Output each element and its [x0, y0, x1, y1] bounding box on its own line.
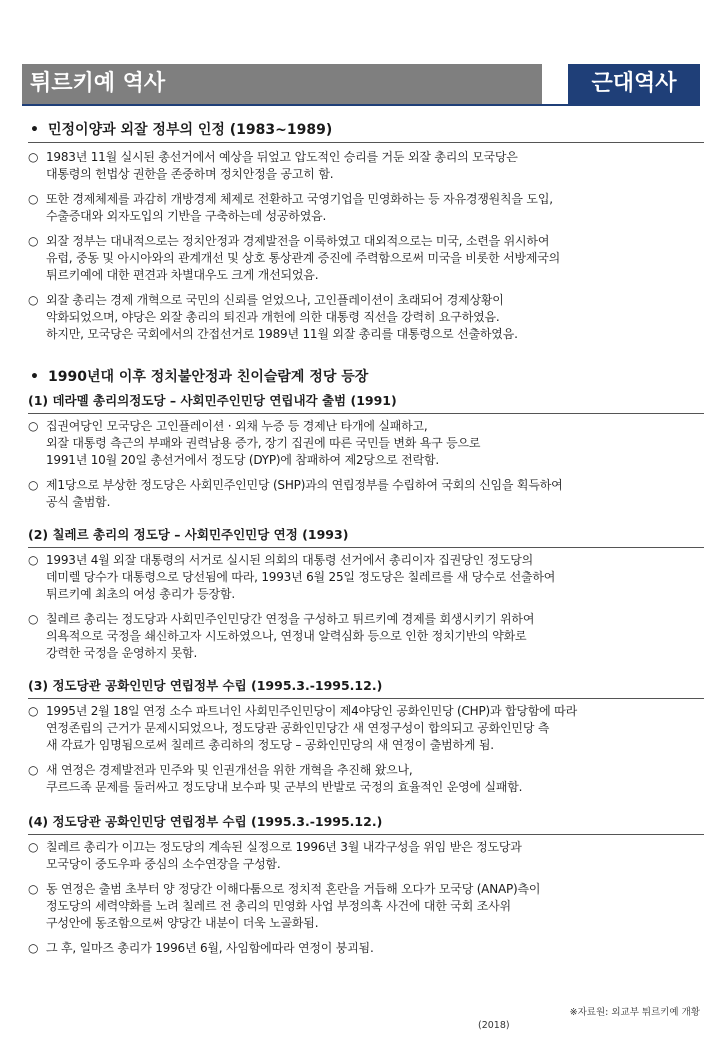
- list-item: ○ 외잘 정부는 대내적으로는 정치안정과 경제발전을 이룩하였고 대외적으로는 미국, 소련을 위시하여 유럽, 중동 및 아시아와의 관계개선 및 상호 통상관계 증진에 주력함으로써 미국을 비롯한 서방제국의 튀르키예에 대한 편견과 차별대우도 크게 개선되었음.: [28, 234, 561, 282]
- list-item: ○ 1995년 2월 18일 연정 소수 파트너인 사회민주인민당이 제4야당인 공화인민당 (CHP)과 합당함에 따라 연정존립의 근거가 문제시되었으나, 정도당관 공화인민당간 새 연정구성이 합의되고 공화인민당 측 새 각료가 임명됨으로써 칠레르 총리하의 정도당 – 공화인민당의 새 연정이 출범하게 됨.: [28, 704, 577, 752]
- section-heading-1: • 민정이양과 외잘 정부의 인정 (1983~1989): [30, 122, 333, 138]
- circle-bullet-icon: ○: [28, 941, 39, 955]
- list-item: ○ 1983년 11월 실시된 총선거에서 예상을 뒤엎고 압도적인 승리를 거둔 외잘 총리의 모국당은 대통령의 헌법상 권한을 존중하며 정치안정을 공고히 함.: [28, 150, 518, 181]
- circle-bullet-icon: ○: [28, 704, 39, 718]
- page-title: 튀르키예 역사: [22, 64, 542, 104]
- subsection-3-list: [28, 703, 704, 796]
- source-note: ※자료원: 외교부 튀르키예 개황 (2018): [478, 1007, 700, 1031]
- subsection-heading-4: (4) 정도당관 공화인민당 연립정부 수립 (1995.3.-1995.12.): [28, 812, 704, 835]
- subsection-1-list: [28, 418, 704, 511]
- list-item: ○ 그 후, 일마즈 총리가 1996년 6월, 사임함에따라 연정이 붕괴됨.: [28, 941, 374, 955]
- subsection-heading-3: (3) 정도당관 공화인민당 연립정부 수립 (1995.3.-1995.12.): [28, 676, 704, 699]
- subsection-heading-2: (2) 칠레르 총리의 정도당 – 사회민주인민당 연정 (1993): [28, 525, 704, 548]
- section-heading-2: • 1990년대 이후 정치불안정과 친이슬람계 정당 등장: [30, 369, 369, 385]
- circle-bullet-icon: ○: [28, 150, 39, 164]
- subsection-2-list: [28, 552, 704, 662]
- bullet-icon: •: [30, 122, 39, 138]
- list-item: ○ 제1당으로 부상한 정도당은 사회민주인민당 (SHP)과의 연립정부를 수립하여 국회의 신임을 획득하여 공식 출범함.: [28, 478, 563, 509]
- circle-bullet-icon: ○: [28, 234, 39, 248]
- list-item: ○ 외잘 총리는 경제 개혁으로 국민의 신뢰를 얻었으나, 고인플레이션이 초래되어 경제상황이 악화되었으며, 야당은 외잘 총리의 퇴진과 개헌에 의한 대통령 직선을 강력히 요구하였음. 하지만, 모국당은 국회에서의 간접선거로 1989년 11월 외잘 총리를 대통령으로 선출하였음.: [28, 293, 518, 341]
- list-item: ○ 칠레르 총리는 정도당과 사회민주인민당간 연정을 구성하고 튀르키예 경제를 회생시키기 위하여 의욕적으로 국정을 쇄신하고자 시도하였으나, 연정내 알력심화 등으로 인한 정치기반의 약화로 강력한 국정을 운영하지 못함.: [28, 612, 535, 660]
- circle-bullet-icon: ○: [28, 553, 39, 567]
- bullet-icon: •: [30, 369, 39, 385]
- circle-bullet-icon: ○: [28, 840, 39, 854]
- page-header: [22, 64, 700, 106]
- subsection-4-list: [28, 839, 704, 957]
- list-item: ○ 집권여당인 모국당은 고인플레이션 · 외채 누증 등 경제난 타개에 실패하고, 외잘 대통령 측근의 부패와 권력남용 증가, 장기 집권에 따른 국민들 변화 욕구 등으로 1991년 10월 20일 총선거에서 정도당 (DYP)에 참패하여 제2당으로 전락함.: [28, 419, 481, 467]
- circle-bullet-icon: ○: [28, 293, 39, 307]
- circle-bullet-icon: ○: [28, 192, 39, 206]
- list-item: ○ 1993년 4월 외잘 대통령의 서거로 실시된 의회의 대통령 선거에서 총리이자 집권당인 정도당의 데미렐 당수가 대통령으로 당선됨에 따라, 1993년 6월 25일 정도당은 칠레르를 새 당수로 선출하여 튀르키예 최초의 여성 총리가 등장함.: [28, 553, 556, 601]
- list-item: ○ 동 연정은 출범 초부터 양 정당간 이해다툼으로 정치적 혼란을 거듭해 오다가 모국당 (ANAP)측이 정도당의 세력약화를 노려 칠레르 전 총리의 민영화 사업 부정의혹 사건에 대한 국회 조사위 구성안에 동조함으로써 양당간 내분이 더욱 노골화됨.: [28, 882, 541, 930]
- list-item: ○ 칠레르 총리가 이끄는 정도당의 계속된 실정으로 1996년 3월 내각구성을 위임 받은 정도당과 모국당이 중도우파 중심의 소수연장을 구성함.: [28, 840, 522, 871]
- list-item: ○ 또한 경제체제를 과감히 개방경제 체제로 전환하고 국영기업을 민영화하는 등 자유경쟁원칙을 도입, 수출증대와 외자도입의 기반을 구축하는데 성공하였음.: [28, 192, 553, 223]
- circle-bullet-icon: ○: [28, 612, 39, 626]
- subsection-heading-1: (1) 데라멜 총리의정도당 – 사회민주인민당 연립내각 출범 (1991): [28, 391, 704, 414]
- circle-bullet-icon: ○: [28, 478, 39, 492]
- circle-bullet-icon: ○: [28, 763, 39, 777]
- document-body: [28, 112, 704, 957]
- circle-bullet-icon: ○: [28, 882, 39, 896]
- section-1-list: [28, 142, 704, 343]
- circle-bullet-icon: ○: [28, 419, 39, 433]
- section-badge: 근대역사: [568, 64, 700, 104]
- list-item: ○ 새 연정은 경제발전과 민주와 및 인권개선을 위한 개혁을 추진해 왔으나, 쿠르드족 문제를 둘러싸고 정도당내 보수파 및 군부의 반발로 국정의 효율적인 운영에 실패함.: [28, 763, 523, 794]
